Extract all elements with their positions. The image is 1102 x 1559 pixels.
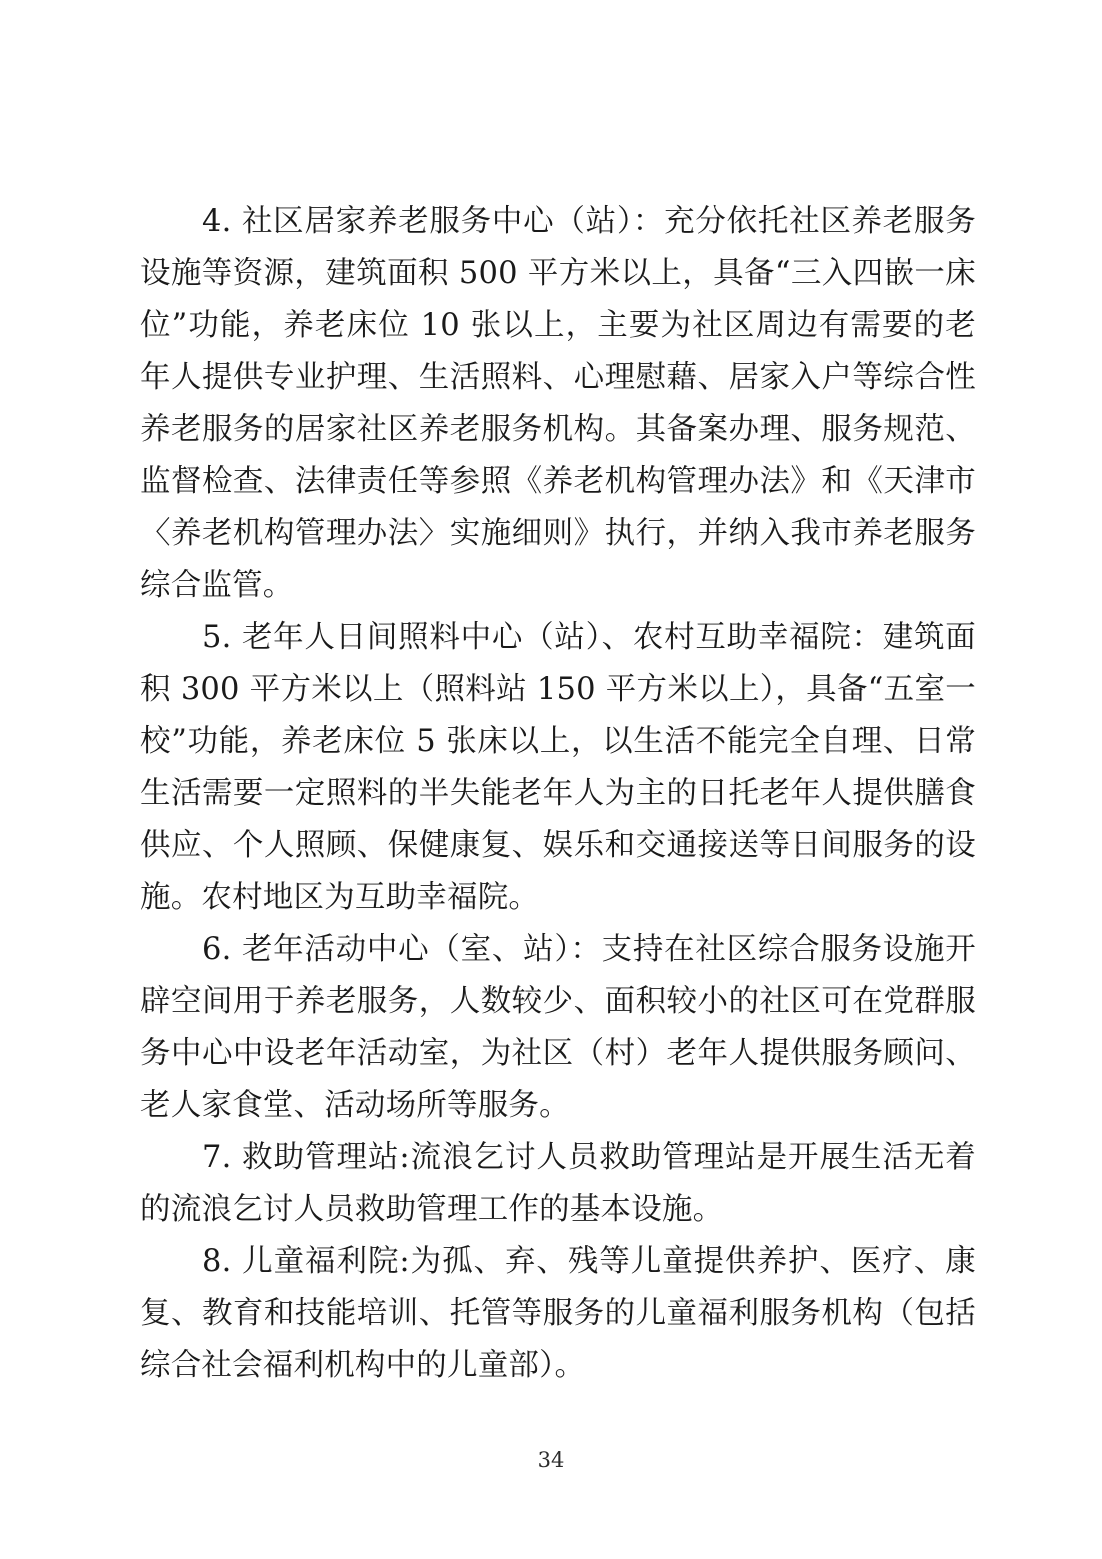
paragraph-item-4: 4. 社区居家养老服务中心（站）：充分依托社区养老服务设施等资源，建筑面积 500 平方米以上，具备“三入四嵌一床位”功能，养老床位 10 张以上，主要为社区周边有需要的老年人提供专业护理、生活照料、心理慰藉、居家入户等综合性养老服务的居家社区养老服务机构。其备案办理、服务规范、监督检查、法律责任等参照《养老机构管理办法》和《天津市〈养老机构管理办法〉实施细则》执行，并纳入我市养老服务综合监管。: [140, 204, 976, 603]
paragraph-item-5: 5. 老年人日间照料中心（站）、农村互助幸福院：建筑面积 300 平方米以上（照料站 150 平方米以上），具备“五室一校”功能，养老床位 5 张床以上，以生活不能完全自理、日常生活需要一定照料的半失能老年人为主的日托老年人提供膳食供应、个人照顾、保健康复、娱乐和交通接送等日间服务的设施。农村地区为互助幸福院。: [140, 620, 976, 915]
paragraph-item-6: 6. 老年活动中心（室、站）：支持在社区综合服务设施开辟空间用于养老服务，人数较少、面积较小的社区可在党群服务中心中设老年活动室，为社区（村）老年人提供服务顾问、老人家食堂、活动场所等服务。: [140, 932, 976, 1123]
paragraph-item-7: 7. 救助管理站:流浪乞讨人员救助管理站是开展生活无着的流浪乞讨人员救助管理工作的基本设施。: [140, 1140, 976, 1227]
page-body-text: [140, 196, 976, 1392]
page-number: 34: [537, 1448, 565, 1472]
paragraph-item-8: 8. 儿童福利院:为孤、弃、残等儿童提供养护、医疗、康复、教育和技能培训、托管等服务的儿童福利服务机构（包括综合社会福利机构中的儿童部）。: [140, 1244, 976, 1383]
